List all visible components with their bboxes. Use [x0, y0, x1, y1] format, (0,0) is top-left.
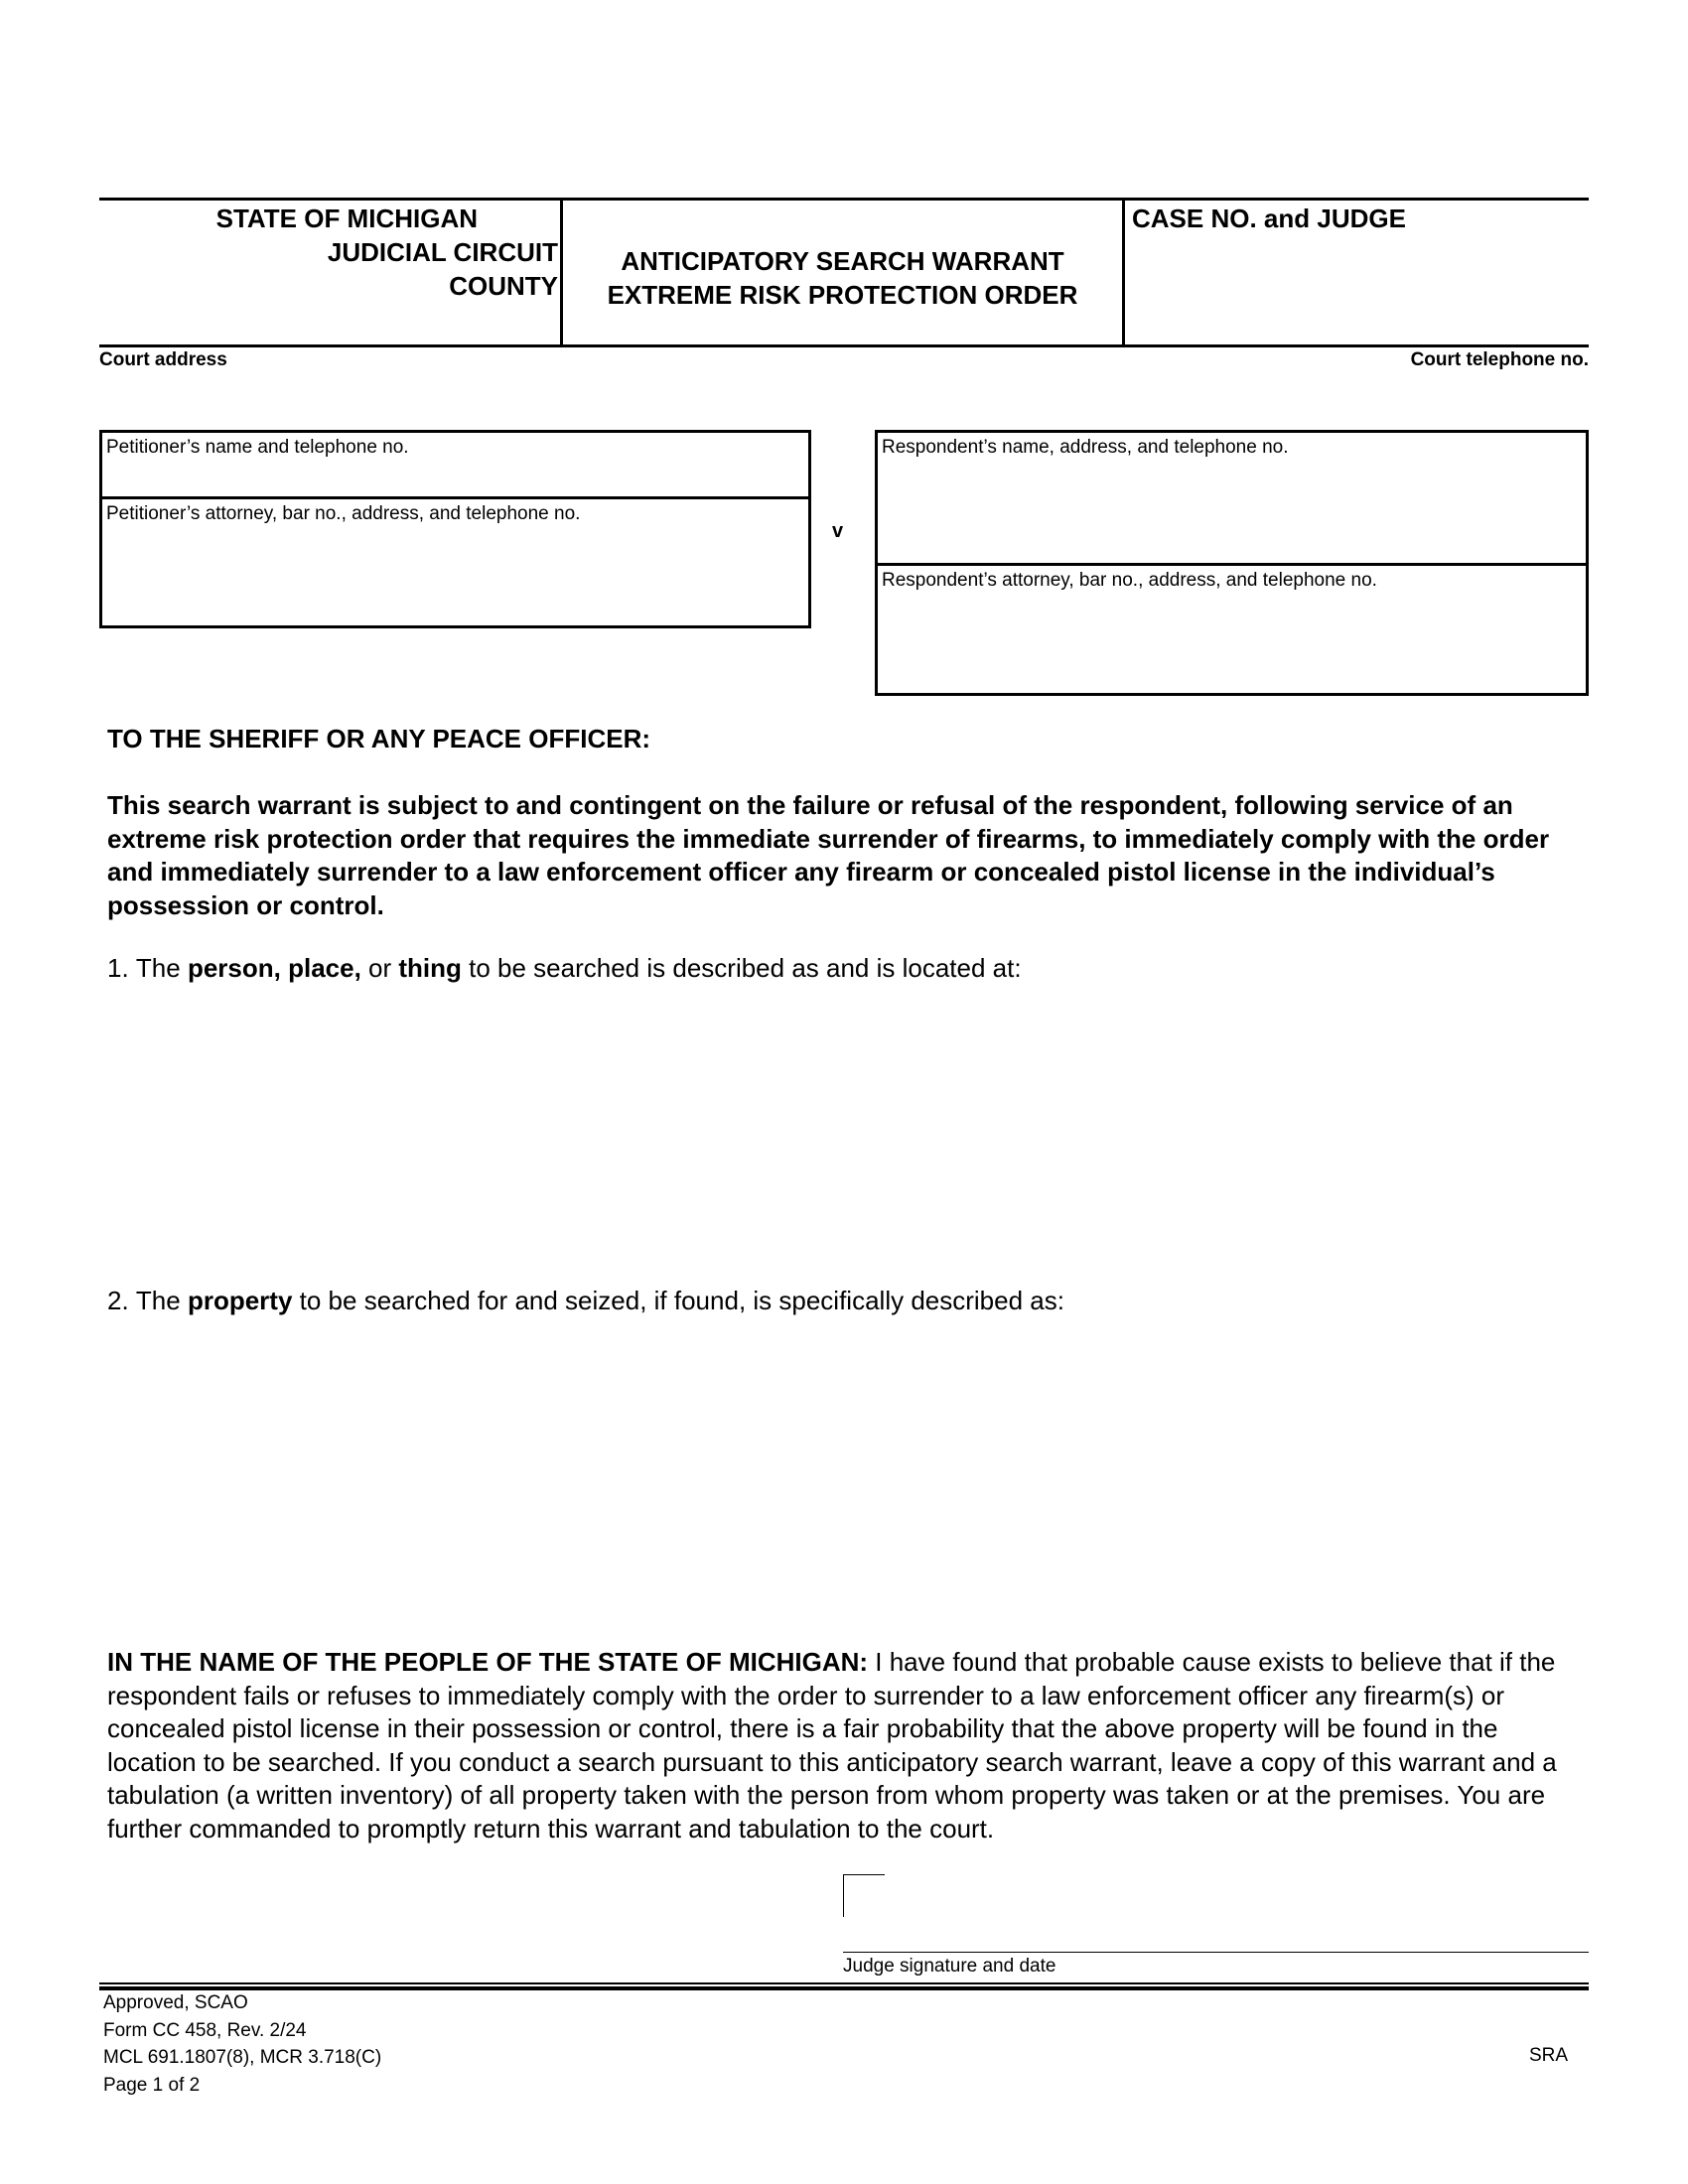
versus-label: v [832, 520, 844, 542]
respondent-box [875, 430, 1589, 696]
state-label: STATE OF MICHIGAN [215, 204, 478, 233]
form-number-line: Form CC 458, Rev. 2/24 [103, 2019, 307, 2041]
footer-rule-top [99, 1982, 1589, 1984]
court-telephone-label: Court telephone no. [1410, 349, 1589, 370]
header-divider-left [560, 199, 563, 346]
item-2-number: 2. [107, 1286, 129, 1315]
form-title-line1: ANTICIPATORY SEARCH WARRANT [621, 246, 1064, 276]
petitioner-name-field[interactable] [102, 433, 808, 496]
header-bottom-rule [99, 344, 1589, 347]
addressee-heading: TO THE SHERIFF OR ANY PEACE OFFICER: [107, 724, 651, 753]
item-2-property: 2. The property to be searched for and seized, if found, is specifically described as: [107, 1286, 1064, 1315]
judge-signature-field[interactable] [843, 1874, 1589, 1952]
header-divider-right [1122, 199, 1125, 346]
statute-line: MCL 691.1807(8), MCR 3.718(C) [103, 2047, 382, 2068]
item-1-description-area[interactable] [107, 993, 1589, 1261]
county-label: COUNTY [449, 271, 558, 301]
item-1-search-location: 1. The person, place, or thing to be searched is described as and is located at: [107, 953, 1022, 983]
respondent-attorney-field[interactable] [878, 563, 1586, 693]
signature-line [843, 1952, 1589, 1953]
command-paragraph [107, 1646, 1592, 1845]
item-2-description-area[interactable] [107, 1325, 1589, 1623]
respondent-attorney-label: Respondent’s attorney, bar no., address, and telephone no. [882, 570, 1377, 591]
approval-line: Approved, SCAO [103, 1992, 248, 2013]
circuit-label: JUDICIAL CIRCUIT [327, 237, 558, 267]
respondent-name-label: Respondent’s name, address, and telephone no. [882, 437, 1289, 458]
petitioner-attorney-field[interactable] [102, 496, 808, 625]
form-title-line2: EXTREME RISK PROTECTION ORDER [607, 280, 1078, 310]
page-number: Page 1 of 2 [103, 2074, 201, 2096]
court-jurisdiction [99, 199, 558, 303]
respondent-name-field[interactable] [878, 433, 1586, 563]
petitioner-box [99, 430, 811, 628]
command-heading: IN THE NAME OF THE PEOPLE OF THE STATE OF MICHIGAN: [107, 1647, 869, 1677]
form-info [103, 1989, 381, 2099]
form-code: SRA [1529, 2045, 1569, 2066]
command-text: I have found that probable cause exists to believe that if the respondent fails or refuses to immediately comply with the order to surrender to a law enforcement officer any firearm(s) or concealed pistol license in their possession or control, there is a fair probability that the above property will be found in the location to be searched. If you conduct a search pursuant to this anticipatory search warrant, leave a copy of this warrant and a tabulation (a written inventory) of all property taken with the person from whom property was taken or at the premises. You are further commanded to promptly return this warrant and tabulation to the court. [107, 1647, 1557, 1843]
petitioner-attorney-label: Petitioner’s attorney, bar no., address, and telephone no. [106, 503, 581, 524]
form-title [564, 202, 1121, 344]
item-1-number: 1. [107, 953, 129, 983]
contingency-paragraph: This search warrant is subject to and contingent on the failure or refusal of the respondent, following service of an extreme risk protection order that requires the immediate surrender of firearms, to immediately comply with the order and immediately surrender to a law enforcement officer any firearm or concealed pistol license in the individual’s possession or control. [107, 790, 1550, 920]
judge-signature-label: Judge signature and date [843, 1956, 1056, 1977]
court-address-label: Court address [99, 349, 227, 370]
petitioner-name-label: Petitioner’s name and telephone no. [106, 437, 409, 458]
case-number-judge-field[interactable]: CASE NO. and JUDGE [1132, 204, 1406, 233]
